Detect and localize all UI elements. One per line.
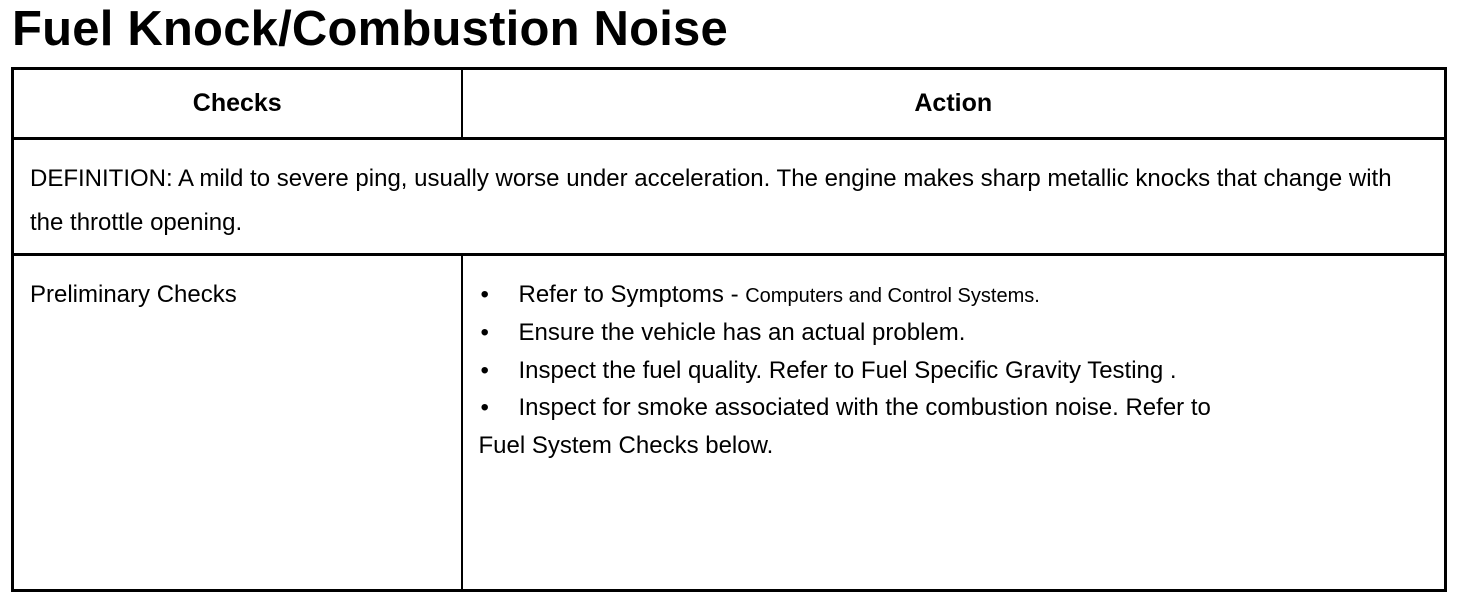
bullet-icon: • (480, 356, 489, 384)
action-text: Inspect the fuel quality. Refer to Fuel Specific Gravity Testing . (518, 356, 1177, 384)
action-cell (462, 255, 1446, 591)
bullet-icon: • (480, 319, 489, 346)
action-list (479, 280, 1429, 431)
action-text-middle: and (843, 285, 888, 307)
table-header-row (13, 69, 1446, 139)
symptom-link-computers: Computers (745, 285, 844, 307)
table-row (13, 255, 1446, 591)
symptom-link-control-systems: Control Systems. (887, 285, 1040, 307)
column-header-action: Action (462, 69, 1446, 139)
bullet-icon: • (480, 394, 489, 421)
action-text (519, 280, 1040, 311)
action-continuation-text: Fuel System Checks below. (478, 431, 774, 459)
diagnostic-table (11, 67, 1447, 592)
definition-row (13, 139, 1446, 255)
check-label: Preliminary Checks (13, 255, 462, 591)
action-text: Ensure the vehicle has an actual problem. (518, 319, 966, 346)
action-text-prefix: Refer to Symptoms - (518, 281, 746, 308)
definition-text: DEFINITION: A mild to severe ping, usually worse under acceleration. The engine makes sharp metallic knocks that change with the throttle opening. (13, 139, 1446, 255)
action-text: Inspect for smoke associated with the combustion noise. Refer to (518, 394, 1211, 421)
column-header-checks: Checks (13, 69, 462, 139)
page-title: Fuel Knock/Combustion Noise (12, 2, 728, 56)
action-item (479, 280, 1429, 311)
bullet-icon: • (480, 281, 489, 308)
